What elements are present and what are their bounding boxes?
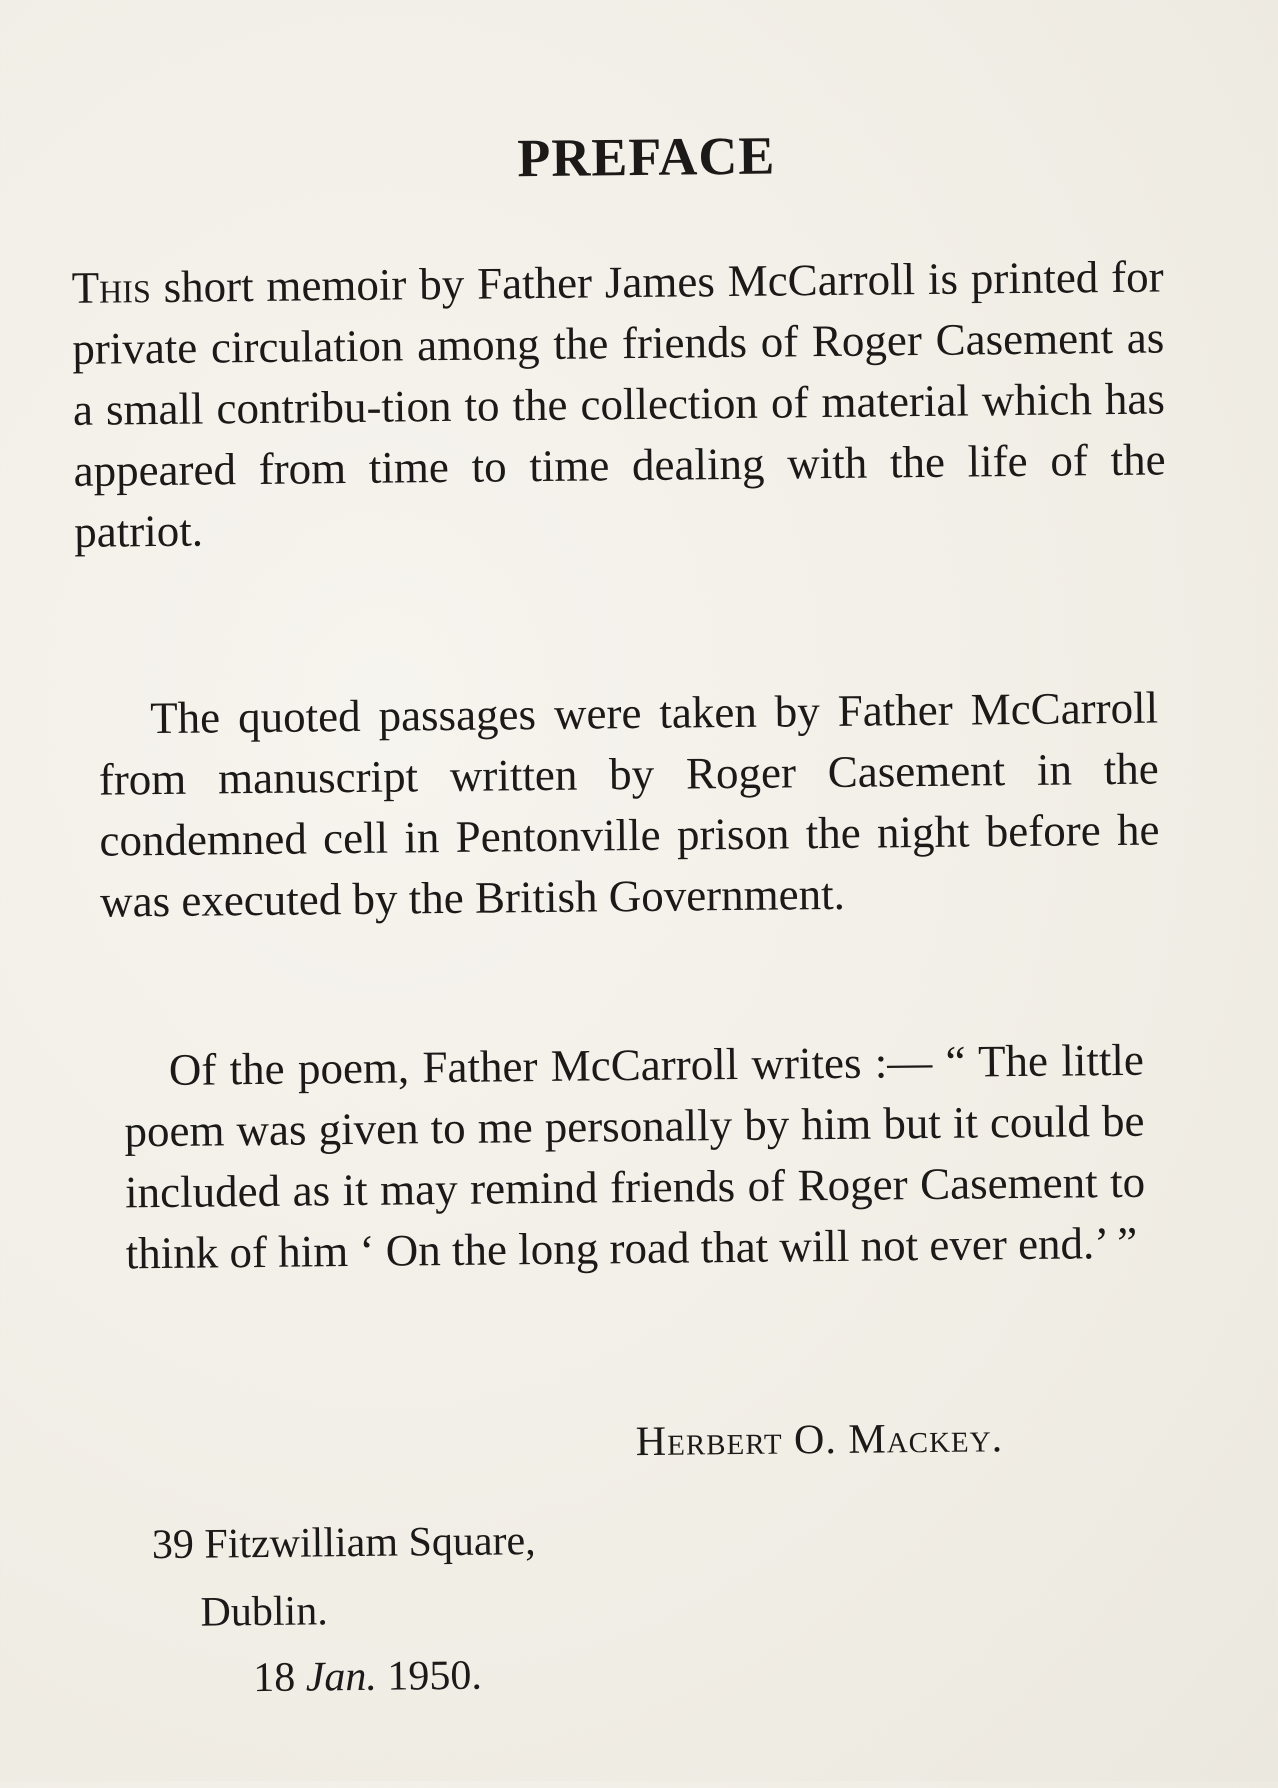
date-line bbox=[253, 1652, 482, 1702]
signature: Herbert O. Mackey. bbox=[635, 1415, 1004, 1466]
date-year: 1950. bbox=[387, 1652, 483, 1700]
paragraph-1-text: short memoir by Father James McCarroll is printed for private circulation among the friends of Roger Casement as a small contribu-tion to the collection of material which has appeared from time to time dealing with the life of the patriot. bbox=[72, 251, 1166, 557]
page-title bbox=[0, 119, 1271, 194]
date-day: 18 bbox=[252, 1654, 296, 1702]
paragraph-1-lead: This bbox=[71, 262, 151, 313]
page-title-text: PREFACE bbox=[517, 125, 776, 189]
paragraph-1 bbox=[71, 246, 1166, 562]
address-line-1: 39 Fitzwilliam Square, bbox=[151, 1518, 536, 1569]
paragraph-3: Of the poem, Father McCarroll writes :— “ The little poem was given to me personally by him but it could be included as it may remind friends of Roger Casement to think of him ‘ On the long road that will not ever end.’ ” bbox=[124, 1034, 1146, 1279]
address-line-2: Dublin. bbox=[200, 1588, 328, 1636]
paragraph-2: The quoted passages were taken by Father McCarroll from manuscript written by Roger Casement in the condemned cell in Pentonville prison the night before he was executed by the British Government. bbox=[98, 682, 1160, 927]
date-month: Jan. bbox=[305, 1653, 378, 1701]
